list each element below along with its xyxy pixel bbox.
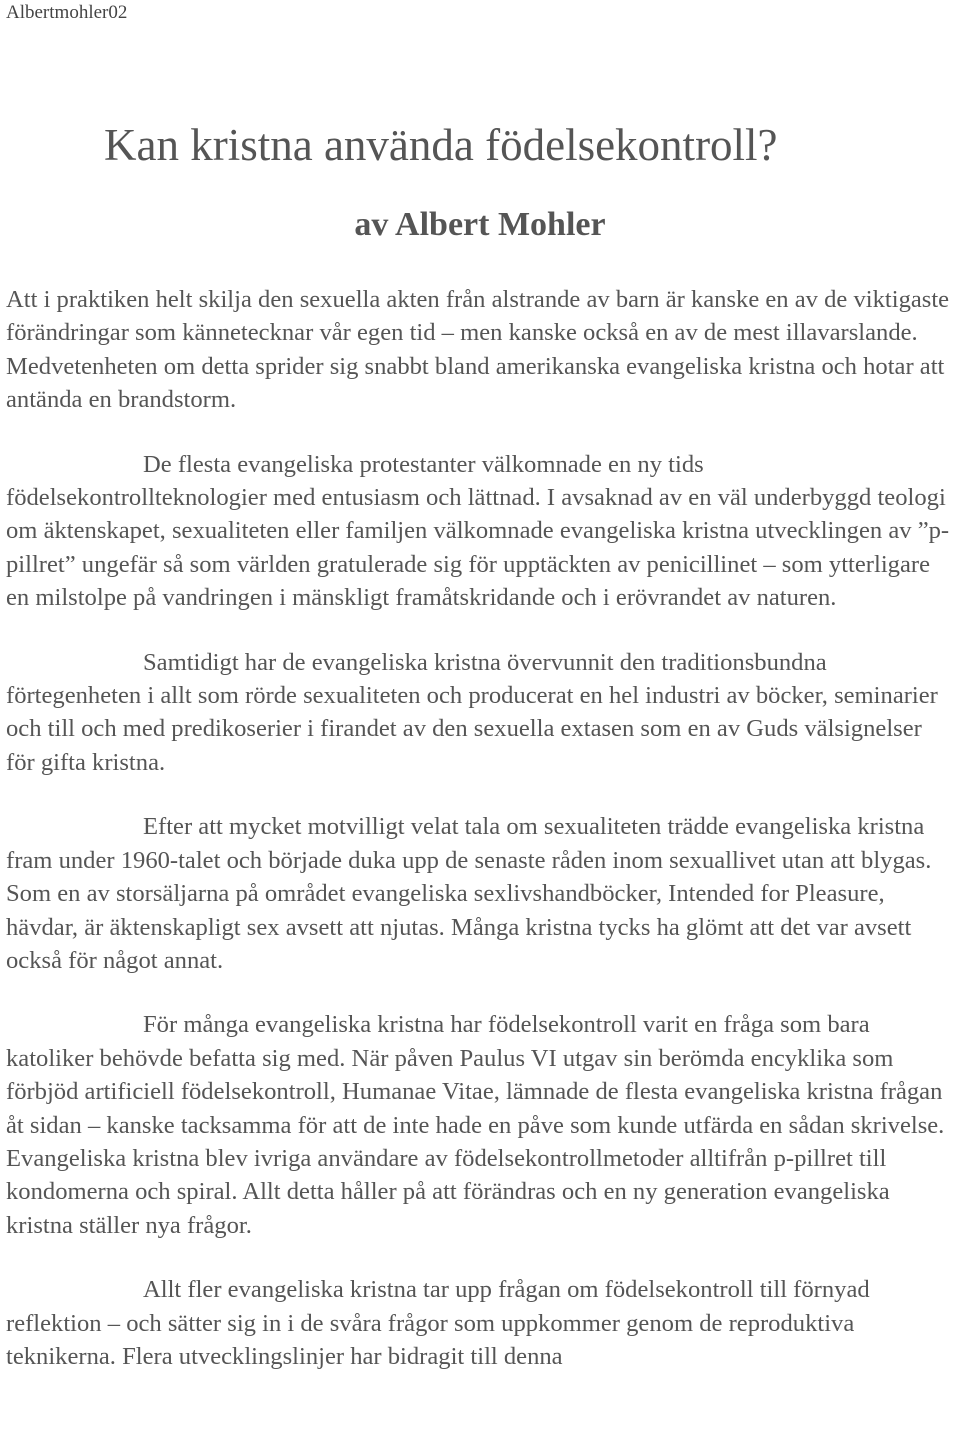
paragraph-2: De flesta evangeliska protestanter välkomnade en ny tids födelsekontrollteknologier med entusiasm och lättnad. I avsaknad av en väl underbyggd teologi om äktenskapet, sexualiteten eller familjen välkomnade evangeliska kristna utvecklingen av ”p-pillret” ungefär så som världen gratulerade sig för upptäckten av penicillinet – som ytterligare en milstolpe på vandringen i mänskligt framåtskridande och i erövrandet av naturen. (6, 450, 950, 612)
page-header-label: Albertmohler02 (6, 2, 128, 23)
paragraph-3: Samtidigt har de evangeliska kristna övervunnit den traditionsbundna förtegenheten i allt som rörde sexualiteten och producerat en hel industri av böcker, seminarier och till och med predikoserier i firandet av den sexuella extasen som en av Guds välsignelser för gifta kristna. (6, 648, 938, 776)
paragraph-1: Att i praktiken helt skilja den sexuella akten från alstrande av barn är kanske en av de viktigaste förändringar som kännetecknar vår egen tid – men kanske också en av de mest illavarslande. Medvetenheten om detta sprider sig snabbt bland amerikanska evangeliska kristna och hotar att antända en brandstorm. (6, 286, 950, 414)
paragraph-4: Efter att mycket motvilligt velat tala om sexualiteten trädde evangeliska kristna fram under 1960-talet och började duka upp de senaste råden inom sexuallivet utan att blygas. Som en av storsäljarna på området evangeliska sexlivshandböcker, Intended for Pleasure, hävdar, är äktenskapligt sex avsett att njutas. Många kristna tycks ha glömt att det var avsett också för något annat. (6, 813, 932, 974)
document-title: Kan kristna använda födelsekontroll? (104, 120, 778, 170)
paragraph-6: Allt fler evangeliska kristna tar upp frågan om födelsekontroll till förnyad reflektion – och sätter sig in i de svåra frågor som uppkommer genom de reproduktiva teknikerna. Flera utvecklingslinjer har bidragit till denna (6, 1276, 870, 1370)
document-author: av Albert Mohler (354, 206, 606, 243)
paragraph-5: För många evangeliska kristna har födelsekontroll varit en fråga som bara katoliker behövde befatta sig med. När påven Paulus VI utgav sin berömda encyklika som förbjöd artificiell födelsekontroll, Humanae Vitae, lämnade de flesta evangeliska kristna frågan åt sidan – kanske tacksamma för att de inte hade en påve som kunde utfärda en sådan skrivelse. Evangeliska kristna blev ivriga användare av födelsekontrollmetoder alltifrån p-pillret till kondomerna och spiral. Allt detta håller på att förändras och en ny generation evangeliska kristna ställer nya frågor. (6, 1011, 945, 1239)
article-body (6, 283, 951, 1404)
